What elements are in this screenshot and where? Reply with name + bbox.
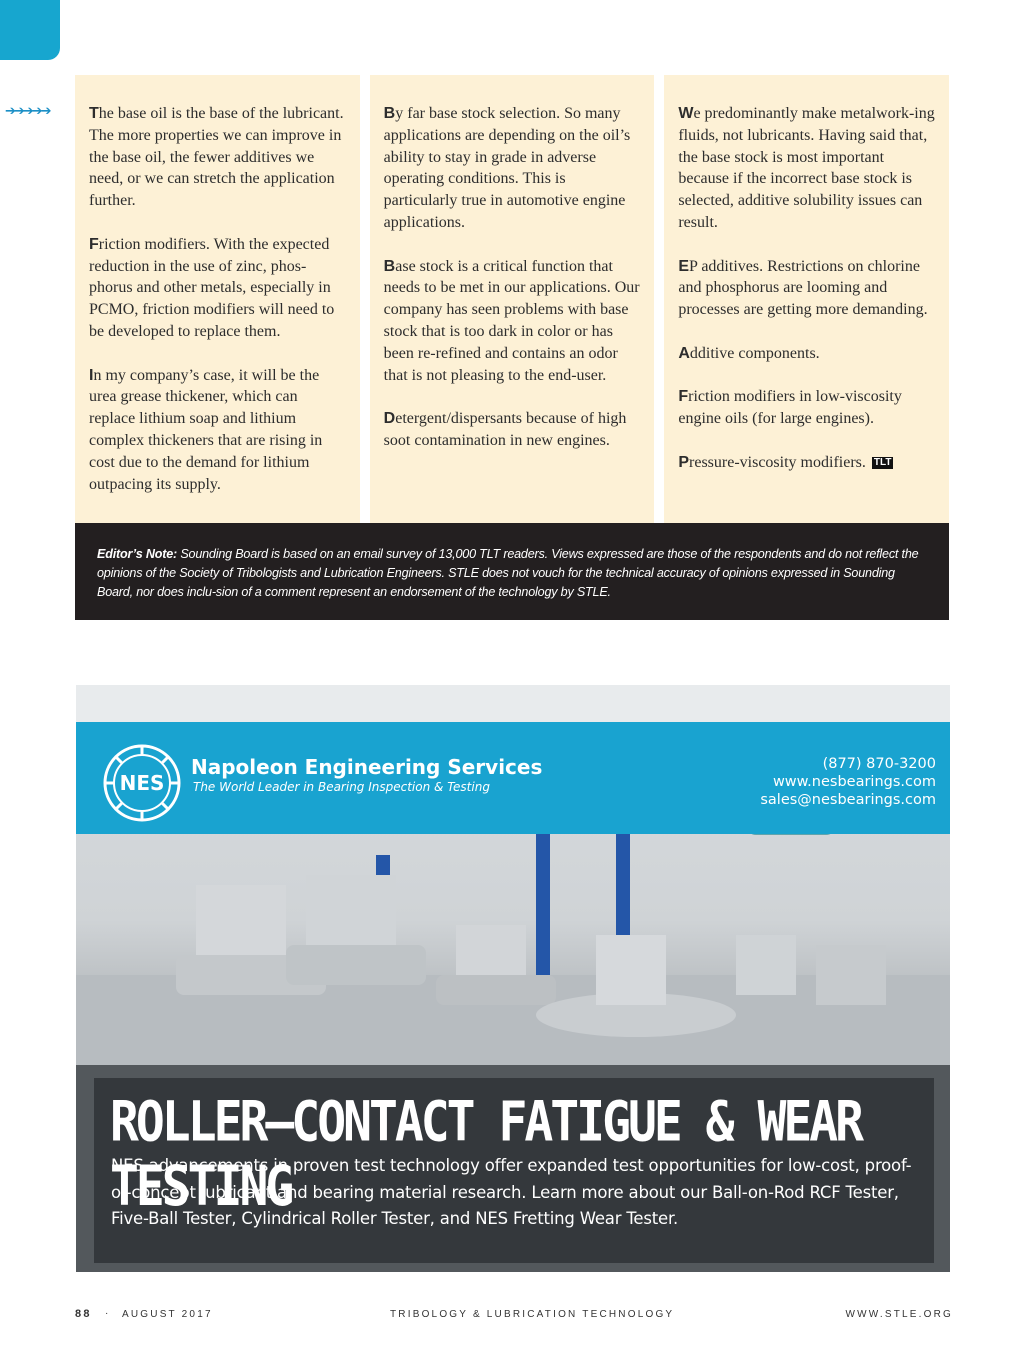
ad-body-text: NES advancements in proven test technology offer expanded test opportunities for low-cost, proof-of-concept lubricant and bearing material research. Learn more about our Ball-on-Rod RCF Tester, Five-Ball Tester, Cylindrical Roller Tester, and NES Fretting Wear Tester. [111,1156,912,1228]
ad-company-name: Napoleon Engineering Services [191,755,543,779]
ad-tagline: The World Leader in Bearing Inspection & Testing [193,780,490,794]
editor-note-label: Editor’s Note: [97,547,178,561]
response-paragraph: We predominantly make metalwork-ing fluids, not lubricants. Having said that, the base stock is most important because if the incorrect base stock is selected, additive solubility issues can result. [678,105,935,231]
journal-name: TRIBOLOGY & LUBRICATION TECHNOLOGY [390,1309,675,1320]
ad-phone: (877) 870-3200 [822,756,936,772]
arrow-markers-icon: ➔➔➔➔➔ [5,104,50,119]
editor-note-text: Sounding Board is based on an email survey of 13,000 TLT readers. Views expressed are those of the respondents and do not reflect the opinions of the Society of Tribologists and Lubrication Engineers. STLE does not vouch for the technical accuracy of opinions expressed in Sounding Board, nor does inclu-sion of a comment represent an endorsement of the technology by STLE. [97,547,919,599]
ad-contact-block [760,755,936,809]
response-paragraph: Detergent/dispersants because of high soot contamination in new engines. [383,410,627,449]
svg-text:NES: NES [119,771,165,795]
response-paragraph: Base stock is a critical function that needs to be met in our applications. Our company has seen problems with base stock that is too dark in color or has been re-refined and contains an odor that is not pleasing to the end-user. [383,257,640,384]
editor-note [75,523,949,620]
website-link[interactable]: WWW.STLE.ORG [845,1309,953,1320]
response-paragraph: Friction modifiers. With the expected reduction in the use of zinc, phos-phorus and other metals, especially in PCMO, friction modifiers will need to be developed to replace them. [89,235,335,340]
footer-separator: · [105,1308,111,1319]
response-column-2 [370,75,655,523]
response-column-3 [664,75,949,523]
nes-logo-icon [102,743,182,823]
tlt-end-mark-icon: TLT [873,456,892,468]
ad-website-link[interactable]: www.nesbearings.com [772,774,936,790]
issue-date: AUGUST 2017 [122,1309,213,1320]
response-paragraph: The base oil is the base of the lubricant. The more properties we can improve in the base oil, the fewer additives we need, or we can stretch the application further. [89,105,344,210]
ad-headline: ROLLER–CONTACT FATIGUE & WEAR TESTING [110,1090,862,1219]
section-corner-tab [0,0,60,60]
response-paragraph: Pressure-viscosity modifiers. TLT [678,453,892,471]
ad-email-link[interactable]: sales@nesbearings.com [760,792,936,808]
response-paragraph: By far base stock selection. So many applications are depending on the oil’s ability to stay in grade in adverse operating conditions. This is particularly true in automotive engine applications. [383,105,631,231]
response-paragraph: EP additives. Restrictions on chlorine and phosphorus are looming and processes are getting more demanding. [678,257,928,319]
response-paragraph: In my company’s case, it will be the urea grease thickener, which can replace lithium soap and lithium complex thickeners that are rising in cost due to the demand for lithium outpacing its supply. [89,366,323,493]
response-column-1 [75,75,360,523]
page-footer [75,1308,953,1324]
response-paragraph: Additive components. [678,344,820,362]
responses-columns [75,75,949,523]
response-paragraph: Friction modifiers in low-viscosity engine oils (for large engines). [678,388,902,428]
page-number: 88 [75,1308,92,1320]
advertisement [76,685,950,1272]
